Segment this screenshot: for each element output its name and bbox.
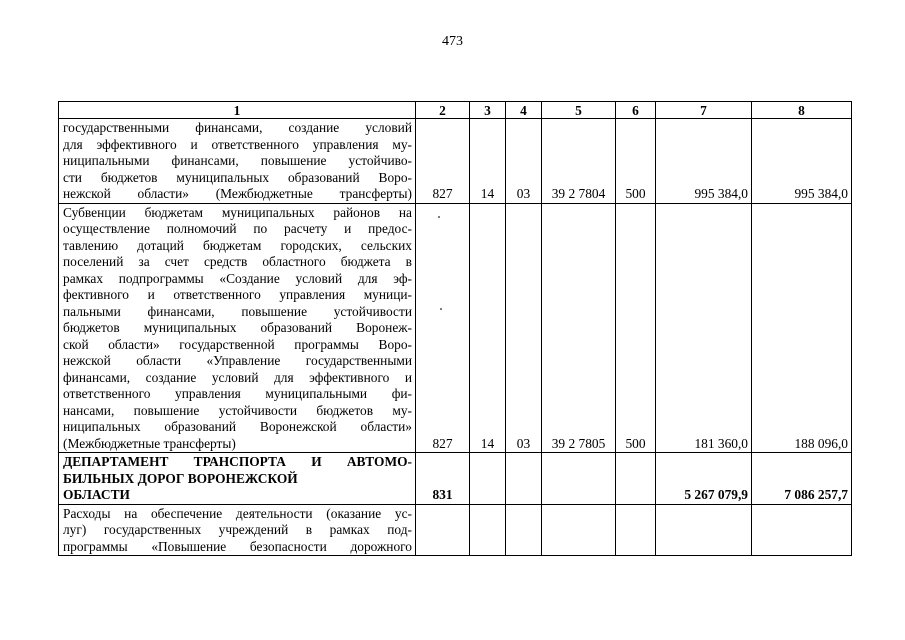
col-header-3: 3 (470, 102, 506, 119)
description-line: Субвенции бюджетам муниципальных районов на (63, 204, 412, 220)
description-line: программы «Повышение безопасности дорожного (63, 538, 412, 554)
description-line: ниципальных образований Воронежской области» (63, 419, 412, 434)
description-line: сти бюджетов муниципальных образований Воро- (63, 169, 412, 185)
description-line: фективного и ответственного управления муници- (63, 287, 412, 302)
col-header-2: 2 (416, 102, 470, 119)
row-description (59, 119, 416, 204)
cell-ministry-code: 827 (416, 119, 470, 204)
cell-target-article (542, 453, 616, 505)
row-description (59, 504, 416, 556)
cell-section: 14 (470, 203, 506, 453)
description-line: ской области» государственной программы Воро- (63, 336, 412, 352)
cell-expense-type (616, 453, 656, 505)
scan-speck (438, 216, 440, 218)
description-line: (Межбюджетные трансферты) (63, 435, 236, 451)
col-header-8: 8 (752, 102, 852, 119)
table-row (59, 453, 852, 505)
cell-target-article: 39 2 7805 (542, 203, 616, 453)
description-line: ниципальными финансами, повышение устойчиво- (63, 153, 412, 168)
table-row (59, 119, 852, 204)
cell-target-article: 39 2 7804 (542, 119, 616, 204)
cell-amount-year-1: 995 384,0 (656, 119, 752, 204)
table-row (59, 203, 852, 453)
cell-amount-year-2: 188 096,0 (752, 203, 852, 453)
description-line: осуществление полномочий по расчету и предос- (63, 221, 412, 236)
description-line: нежской области» (Межбюджетные трансферты) (63, 186, 412, 201)
row-description (59, 203, 416, 453)
cell-amount-year-2: 7 086 257,7 (752, 453, 852, 505)
col-header-7: 7 (656, 102, 752, 119)
cell-expense-type: 500 (616, 203, 656, 453)
cell-amount-year-1: 5 267 079,9 (656, 453, 752, 505)
row-description (59, 453, 416, 505)
description-line: государственными финансами, создание условий (63, 120, 412, 135)
table-row (59, 504, 852, 556)
description-line: поселений за счет средств областного бюджета в (63, 254, 412, 269)
description-line: для эффективного и ответственного управления му- (63, 136, 412, 152)
description-line: луг) государственных учреждений в рамках под- (63, 522, 412, 537)
scan-speck (440, 308, 442, 310)
cell-amount-year-2 (752, 504, 852, 556)
description-line: рамках подпрограммы «Создание условий для эф- (63, 270, 412, 286)
cell-expense-type: 500 (616, 119, 656, 204)
cell-amount-year-1: 181 360,0 (656, 203, 752, 453)
description-line: нежской области «Управление государственными (63, 353, 412, 368)
description-line: пальными финансами, повышение устойчивости (63, 303, 412, 319)
description-line: ДЕПАРТАМЕНТ ТРАНСПОРТА И АВТОМО- (63, 454, 412, 469)
col-header-5: 5 (542, 102, 616, 119)
header-row (59, 102, 852, 119)
cell-target-article (542, 504, 616, 556)
cell-section (470, 504, 506, 556)
cell-ministry-code (416, 504, 470, 556)
cell-subsection (506, 453, 542, 505)
description-line: бюджетов муниципальных образований Воронеж- (63, 320, 412, 335)
cell-section (470, 453, 506, 505)
cell-subsection (506, 504, 542, 556)
cell-section: 14 (470, 119, 506, 204)
description-line: тавлению дотаций бюджетам городских, сельских (63, 237, 412, 253)
cell-ministry-code: 831 (416, 453, 470, 505)
description-line: БИЛЬНЫХ ДОРОГ ВОРОНЕЖСКОЙ (63, 470, 298, 486)
budget-table (58, 101, 852, 556)
description-line: ОБЛАСТИ (63, 487, 130, 502)
col-header-6: 6 (616, 102, 656, 119)
description-line: нансами, повышение устойчивости бюджетов му- (63, 402, 412, 418)
description-line: Расходы на обеспечение деятельности (оказание ус- (63, 505, 412, 521)
description-line: финансами, создание условий для эффективного и (63, 369, 412, 385)
page-number: 473 (442, 34, 463, 49)
cell-subsection: 03 (506, 119, 542, 204)
col-header-4: 4 (506, 102, 542, 119)
cell-amount-year-1 (656, 504, 752, 556)
description-line: ответственного управления муниципальными фи- (63, 386, 412, 401)
cell-expense-type (616, 504, 656, 556)
cell-subsection: 03 (506, 203, 542, 453)
cell-ministry-code: 827 (416, 203, 470, 453)
col-header-1: 1 (59, 102, 416, 119)
cell-amount-year-2: 995 384,0 (752, 119, 852, 204)
